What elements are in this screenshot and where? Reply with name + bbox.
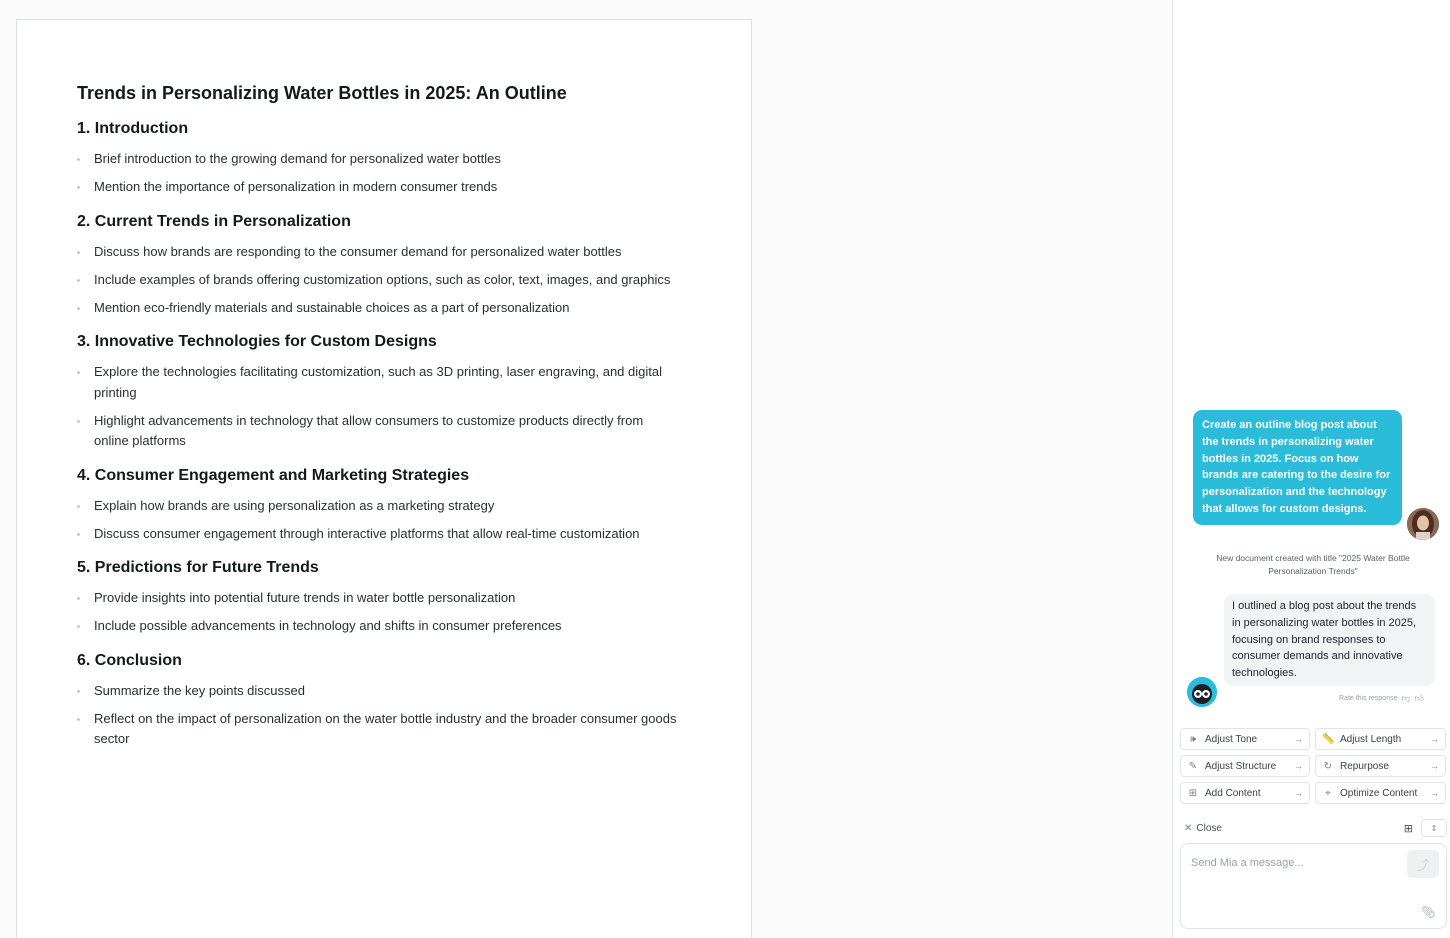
bullet-list (77, 588, 691, 637)
assistant-avatar (1187, 677, 1217, 707)
send-arrow-icon: ⤴ (1416, 857, 1430, 873)
action-label: Repurpose (1340, 760, 1389, 772)
chat-panel (1172, 0, 1450, 938)
outline-sections (77, 118, 691, 750)
arrow-right-icon: → (1294, 761, 1303, 771)
rate-response-label: Rate this response (1339, 694, 1398, 702)
action-label: Adjust Length (1340, 733, 1402, 745)
ruler-icon: 📏 (1322, 733, 1335, 745)
thumbs-down-icon[interactable]: 👎︎ (1401, 692, 1411, 703)
grid-icon[interactable]: ⊞ (1403, 822, 1413, 835)
bullet-item[interactable]: Highlight advancements in technology that allow consumers to customize products directly from online platforms (77, 411, 677, 452)
arrow-right-icon: → (1430, 734, 1439, 744)
arrow-right-icon: → (1294, 734, 1303, 744)
bullet-item[interactable]: Brief introduction to the growing demand for personalized water bottles (77, 149, 677, 170)
expand-collapse-button[interactable] (1421, 819, 1447, 837)
bullet-item[interactable]: Mention eco-friendly materials and sustainable choices as a part of personalization (77, 298, 677, 319)
close-label: Close (1196, 822, 1222, 834)
chat-toolbar (1184, 819, 1447, 837)
bullet-item[interactable]: Explore the technologies facilitating customization, such as 3D printing, laser engraving, and digital printing (77, 362, 677, 403)
document-page[interactable] (16, 19, 752, 938)
bullet-list (77, 681, 691, 750)
action-label: Adjust Structure (1205, 760, 1277, 772)
send-button[interactable] (1407, 850, 1439, 878)
bullet-item[interactable]: Discuss consumer engagement through interactive platforms that allow real-time customization (77, 524, 677, 545)
outline-section (77, 465, 691, 545)
bullet-item[interactable]: Discuss how brands are responding to the consumer demand for personalized water bottles (77, 242, 677, 263)
bullet-list (77, 496, 691, 545)
action-label: Adjust Tone (1205, 733, 1258, 745)
section-heading[interactable]: 2. Current Trends in Personalization (77, 212, 351, 230)
action-label: Add Content (1205, 787, 1261, 799)
outline-section (77, 650, 691, 750)
bullet-item[interactable]: Summarize the key points discussed (77, 681, 677, 702)
arrow-right-icon: → (1430, 761, 1439, 771)
thumbs-up-icon[interactable]: 👍︎ (1414, 692, 1424, 703)
refresh-icon: ↻ (1323, 760, 1333, 772)
section-heading[interactable]: 6. Conclusion (77, 651, 182, 669)
bullet-list (77, 362, 691, 452)
document-title[interactable]: Trends in Personalizing Water Bottles in 2025: An Outline (77, 83, 567, 103)
outline-section (77, 118, 691, 198)
plus-square-icon: ⊞ (1188, 787, 1198, 799)
bullet-item[interactable]: Explain how brands are using personalization as a marketing strategy (77, 496, 677, 517)
bullet-item[interactable]: Provide insights into potential future trends in water bottle personalization (77, 588, 677, 609)
pencil-icon: ✎ (1188, 760, 1198, 772)
adjust-length-button[interactable] (1315, 728, 1446, 750)
bullet-list (77, 242, 691, 319)
target-icon: ⌖ (1325, 787, 1331, 799)
quick-actions-grid (1180, 728, 1447, 804)
outline-section (77, 211, 691, 319)
repurpose-button[interactable] (1315, 755, 1446, 777)
arrow-right-icon: → (1430, 788, 1439, 798)
rate-response-row (1339, 692, 1424, 704)
system-note: New document created with title "2025 Water Bottle Personalization Trends" (1216, 553, 1410, 576)
close-button[interactable] (1184, 823, 1222, 834)
bullet-item[interactable]: Include possible advancements in technology and shifts in consumer preferences (77, 616, 677, 637)
user-message-bubble: Create an outline blog post about the trends in personalizing water bottles in 2025. Focus on how brands are catering to the desire for personalization and the technology that allows for custom designs. (1193, 410, 1402, 525)
mia-avatar-image (1187, 677, 1217, 707)
message-composer (1180, 843, 1447, 929)
outline-section (77, 331, 691, 452)
tone-icon: 🕪 (1189, 733, 1197, 745)
user-avatar-image (1407, 508, 1439, 540)
message-input[interactable] (1191, 854, 1401, 872)
section-heading[interactable]: 4. Consumer Engagement and Marketing Strategies (77, 466, 470, 484)
user-avatar (1407, 508, 1439, 540)
outline-section (77, 557, 691, 637)
optimize-content-button[interactable] (1315, 782, 1446, 804)
chevron-up-down-icon: ⇕ (1430, 823, 1438, 833)
close-icon: ✕ (1184, 822, 1193, 834)
bullet-list (77, 149, 691, 198)
action-label: Optimize Content (1340, 787, 1418, 799)
arrow-right-icon: → (1294, 788, 1303, 798)
bullet-item[interactable]: Reflect on the impact of personalization on the water bottle industry and the broader consumer goods sector (77, 709, 677, 750)
bullet-item[interactable]: Mention the importance of personalization in modern consumer trends (77, 177, 677, 198)
adjust-structure-button[interactable] (1180, 755, 1310, 777)
bullet-item[interactable]: Include examples of brands offering customization options, such as color, text, images, and graphics (77, 270, 677, 291)
section-heading[interactable]: 5. Predictions for Future Trends (77, 559, 319, 576)
section-heading[interactable]: 3. Innovative Technologies for Custom Designs (77, 333, 437, 350)
assistant-message-bubble: I outlined a blog post about the trends in personalizing water bottles in 2025, focusing on brand responses to consumer demands and innovative technologies. (1224, 594, 1435, 686)
add-content-button[interactable] (1180, 782, 1310, 804)
section-heading[interactable]: 1. Introduction (77, 120, 189, 137)
adjust-tone-button[interactable] (1180, 728, 1310, 750)
paperclip-icon[interactable]: 📎︎ (1420, 905, 1436, 919)
